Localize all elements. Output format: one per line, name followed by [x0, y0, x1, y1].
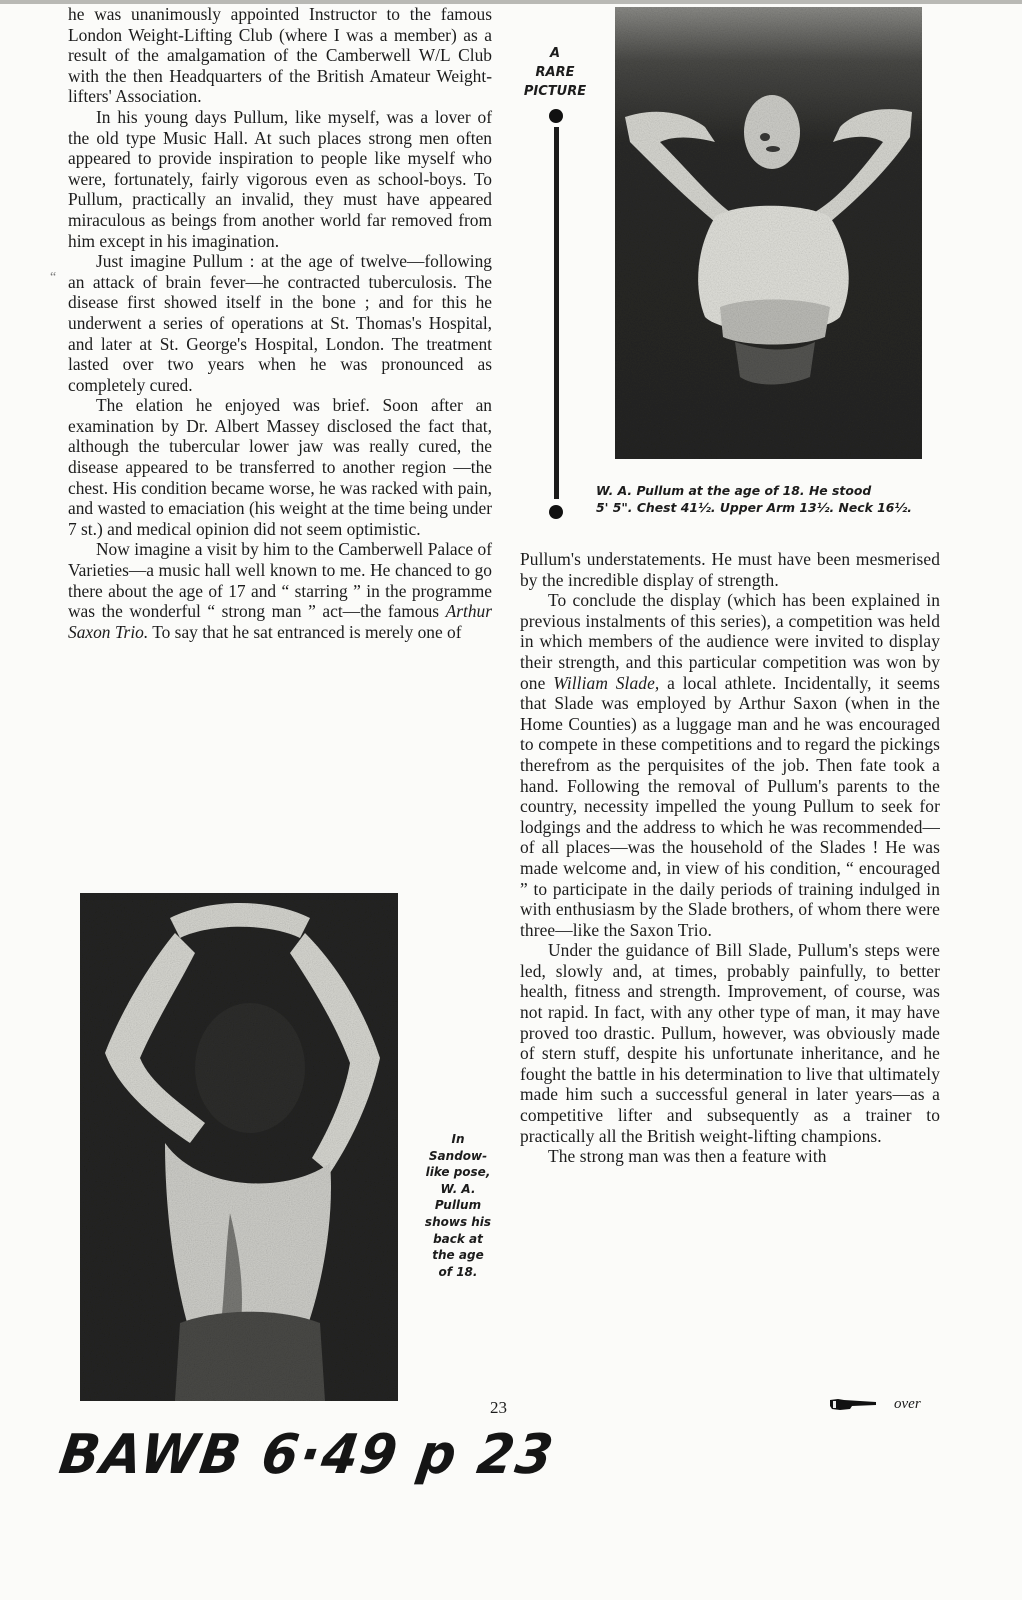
handwritten-reference-note: BAWB 6·49 p 23: [55, 1423, 559, 1487]
caption-line: back at: [433, 1231, 483, 1246]
caption-line: In: [451, 1132, 465, 1146]
continued-over-indicator[interactable]: [830, 1393, 921, 1415]
caption-line: the age: [432, 1248, 484, 1263]
photo-pullum-back-pose: [80, 893, 398, 1401]
paragraph-text: To conclude the display (which has been explained in previous instalments of this series), a competition was held in which members of the audience were invited to display their strength, and this particular competition was won by one: [520, 590, 940, 693]
page-number: 23: [490, 1398, 507, 1417]
photo-caption-back: [408, 1131, 508, 1280]
article-column-left: [68, 4, 492, 642]
paragraph: he was unanimously appointed Instructor to the famous London Weight-Lifting Club (where I was a member) as a result of the amalgamation of the Camberwell W/L Club with the then Headquarters of the British Amateur Weight-lifters' Association.: [68, 4, 492, 107]
paragraph: Under the guidance of Bill Slade, Pullum's steps were led, slowly and, at times, probably painfully, to better health, fitness and strength. Improvement, of course, was not rapid. In fact, with any other type of man, it may have proved too drastic. Pullum, however, was obviously made of stern stuff, despite his unfortunate inheritance, and he fought the battle in his determination to live that ultimately made him such a successful general in later years—as a competitive lifter and subsequently as a trainer to practically all the British weight-lifting champions.: [520, 940, 940, 1146]
rare-label-line: A: [549, 46, 561, 61]
caption-line: Pullum: [434, 1198, 482, 1213]
rare-picture-label: [510, 44, 600, 101]
rare-label-line: PICTURE: [523, 84, 587, 99]
rare-label-line: RARE: [535, 65, 575, 80]
photo-front-illustration: [615, 7, 922, 459]
pointing-hand-icon: [830, 1397, 878, 1411]
italic-name-arthur-saxon-trio: Arthur Saxon Trio.: [68, 601, 492, 642]
caption-line: of 18.: [438, 1264, 478, 1279]
paragraph-text: To say that he sat entranced is merely one of: [148, 621, 462, 642]
caption-line: Sandow-: [428, 1148, 488, 1163]
photo-back-illustration: [80, 893, 398, 1401]
paragraph: In his young days Pullum, like myself, was a lover of the old type Music Hall. At such places strong men often appeared to provide inspiration to people like myself who were, fortunately, fairly vigorous even as school-boys. To Pullum, practically an invalid, they must have appeared miraculous as beings from another world far removed from him except in his imagination.: [68, 106, 492, 251]
scan-speck: “: [50, 270, 57, 285]
paragraph: The elation he enjoyed was brief. Soon after an examination by Dr. Albert Massey disclosed the fact that, although the tubercular lower jaw was really cured, the disease appeared to be transferred to another region —the chest. His condition became worse, he was racked with pain, and wasted to emaciation (his weight at the time being under 7 st.) and medical opinion did not seem optimistic.: [68, 395, 492, 539]
vertical-rule: [554, 127, 559, 499]
bullet-dot-icon: [549, 505, 563, 519]
photo-pullum-front-pose: [615, 7, 922, 459]
caption-line: shows his: [424, 1214, 492, 1229]
paragraph: The strong man was then a feature with: [548, 1146, 827, 1167]
paragraph: [68, 539, 492, 642]
caption-line: W. A.: [440, 1181, 476, 1196]
paragraph-text: a local athlete. Incidentally, it seems that Slade was employed by Arthur Saxon (when in the Home Counties) as a luggage man and he was encouraged to compete in these competitions and to regard the pickings therefrom as the perquisites of the job. Then fate took a hand. Following the removal of Pullum's parents to the country, necessity impelled the young Pullum to seek for lodgings and the address to which he was recommended—of all places—was the household of the Slades ! He was made welcome and, in view of his condition, “ encouraged ” to participate in the daily periods of training indulged in with enthusiasm by the Slade brothers, of whom there were three—like the Saxon Trio.: [520, 672, 941, 940]
paragraph: Just imagine Pullum : at the age of twelve—following an attack of brain fever—he contracted tuberculosis. The disease first showed itself in the bone ; and for this he underwent a series of operations at St. Thomas's Hospital, and later at St. George's Hospital, London. The treatment lasted over two years when he was pronounced as completely cured.: [68, 251, 492, 395]
paragraph-text: Now imagine a visit by him to the Camberwell Palace of Varieties—a music hall well known to me. He chanced to go there about the age of 17 and “ starring ” in the programme was the wonderful “ strong man ” act—the famous: [68, 539, 492, 622]
paragraph: [520, 590, 940, 940]
over-label: over: [894, 1395, 921, 1412]
caption-line: W. A. Pullum at the age of 18. He stood: [596, 483, 872, 498]
paragraph: Pullum's understatements. He must have been mesmerised by the incredible display of strength.: [520, 549, 940, 590]
caption-line: 5' 5". Chest 41½. Upper Arm 13½. Neck 16½.: [596, 500, 912, 515]
italic-name-william-slade: William Slade,: [553, 672, 660, 693]
caption-line: like pose,: [425, 1165, 491, 1180]
bullet-dot-icon: [549, 109, 563, 123]
article-column-right: [520, 549, 940, 1167]
photo-caption-front: [596, 482, 936, 516]
